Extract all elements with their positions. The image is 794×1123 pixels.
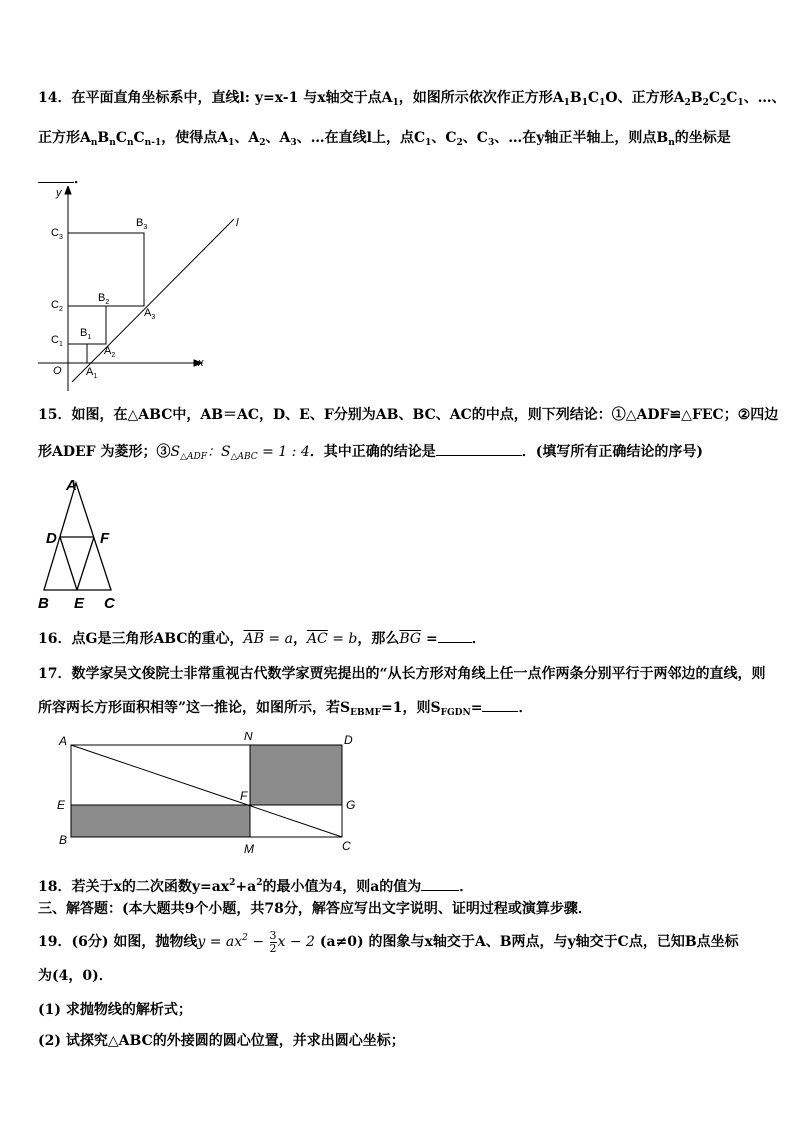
answer-blank: [482, 697, 518, 712]
label-y: y: [56, 187, 62, 199]
label-C3: $C_3$: [51, 227, 63, 241]
label-A2: $A_2$: [104, 345, 116, 359]
label-C: C: [342, 839, 351, 853]
label-C2: $C_2$: [51, 299, 63, 313]
label-A: A: [59, 734, 68, 748]
q17-figure: [52, 732, 372, 854]
label-B: B: [59, 833, 68, 847]
q14-line1: 14．在平面直角坐标系中，直线l: y=x-1 与x轴交于点$A_1$，如图所示依次作正方形$A_1B_1C_1O$、正方形$A_2B_2C_2C_1$、…、: [38, 90, 786, 108]
q19-part2: (2) 试探究△ABC的外接圆的圆心位置，并求出圆心坐标；: [38, 1033, 405, 1049]
q15-figure: [36, 475, 136, 611]
segment-fe: [77, 537, 94, 590]
label-B1: $B_1$: [80, 327, 92, 341]
q19-line1: 19．(6分) 如图，抛物线$y = ax^2$ − $\frac{3}{2}$ x − 2 (a≠0) 的图象与x轴交于A、B两点，与y轴交于C点，已知B点坐标: [38, 928, 739, 955]
label-A: A: [66, 477, 77, 494]
q14-figure: [36, 186, 246, 398]
label-A3: $A_3$: [144, 307, 156, 321]
label-E: E: [74, 595, 85, 611]
label-B2: $B_2$: [98, 292, 110, 306]
answer-blank: [421, 876, 459, 891]
label-C: C: [104, 595, 115, 611]
q14-line2: 正方形$A_nB_nC_nC_{n-1}$，使得点$A_1$、$A_2$、$A_3$、…在直线l上，点$C_1$、$C_2$、$C_3$、…在y轴正半轴上，则点$B_n$的坐标是: [38, 130, 731, 148]
answer-blank: [38, 168, 74, 183]
label-F: F: [240, 789, 248, 803]
q15-line2: 形ADEF 为菱形；$③S_{\triangle ADF}$：$S_{\triangle ABC} = 1$ : 4．其中正确的结论是 ．(填写所有正确结论的序号): [38, 441, 703, 467]
label-l: l: [236, 217, 239, 229]
answer-blank: [438, 628, 472, 643]
label-N: N: [244, 732, 253, 743]
q17-line2: 所容两长方形面积相等”这一推论，如图所示，若$S_{EBMF}=1$，则$S_{FGDN}=$ ．: [38, 697, 532, 723]
q17-line1: 17．数学家吴文俊院士非常重视古代数学家贾宪提出的“从长方形对角线上任一点作两条分别平行于两邻边的直线，则: [38, 666, 766, 682]
square-1: [68, 344, 87, 363]
q18-line: 18．若关于x的二次函数$y=ax^2+a^2$的最小值为4，则a的值为 ．: [38, 878, 474, 895]
label-x: x: [198, 357, 204, 369]
y-arrow: [65, 186, 71, 194]
answer-blank: [436, 441, 522, 456]
label-E: E: [57, 798, 66, 812]
label-B3: $B_3$: [136, 217, 148, 231]
q19-line2: 为(4，0)．: [38, 968, 113, 984]
label-G: G: [346, 798, 356, 812]
label-C1: $C_1$: [51, 334, 63, 348]
square-3: [68, 233, 144, 306]
q19-part1: (1) 求抛物线的解析式；: [38, 1002, 192, 1018]
label-O: O: [53, 365, 62, 377]
line-l: [72, 219, 234, 382]
q16-line: 16．点G是三角形ABC的重心，$\overline{AB} = a$，$\overline{AC} = b$，那么$\overline{BG}$ = ．: [38, 628, 486, 649]
fraction: $\frac{3}{2}$: [269, 928, 277, 955]
rect-ebmf: [71, 805, 250, 837]
label-B: B: [38, 595, 49, 611]
label-M: M: [244, 842, 254, 854]
label-D: D: [344, 733, 353, 747]
section-3-heading: 三、解答题：(本大题共9个小题，共78分，解答应写出文字说明、证明过程或演算步骤．: [38, 901, 592, 917]
q14-line3: ．: [38, 168, 88, 189]
label-F: F: [100, 530, 110, 547]
rect-fgdn: [250, 745, 342, 805]
label-D: D: [46, 530, 57, 547]
segment-de: [60, 537, 77, 590]
q15-line1: 15．如图，在△ABC中，AB＝AC，D、E、F分别为AB、BC、AC的中点，则下列结论：①△ADF≌△FEC；②四边: [38, 407, 779, 423]
label-A1: $A_1$: [86, 366, 98, 380]
